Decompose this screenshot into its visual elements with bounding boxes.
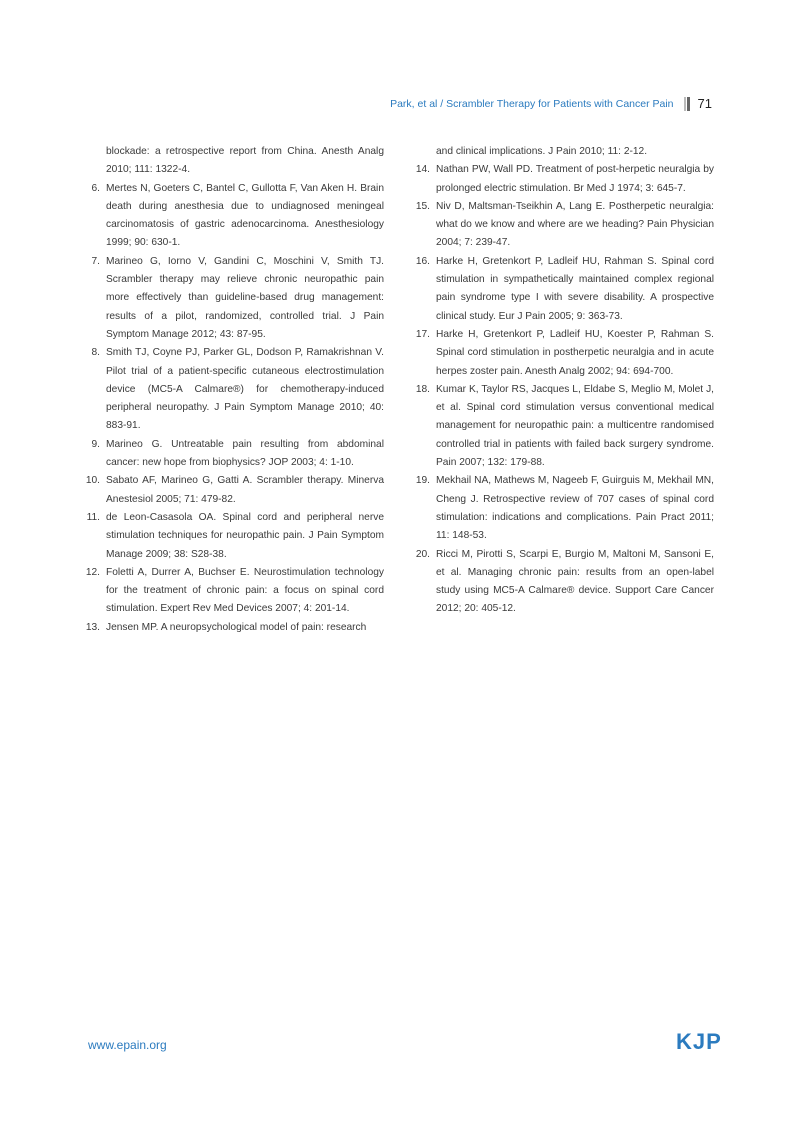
reference-item (412, 143, 714, 161)
reference-item (82, 619, 384, 637)
reference-number: 6. (91, 182, 100, 194)
journal-logo: KJP (676, 1029, 722, 1054)
reference-item (412, 546, 714, 619)
reference-text: Nathan PW, Wall PD. Treatment of post-herpetic neuralgia by prolonged electric stimulation. Br Med J 1974; 3: 645-7. (436, 164, 714, 194)
reference-item (82, 180, 384, 253)
references-right-column (412, 143, 714, 619)
reference-item (82, 472, 384, 509)
reference-text: Niv D, Maltsman-Tseikhin A, Lang E. Postherpetic neuralgia: what do we know and where are we heading? Pain Physician 2004; 7: 239-47. (436, 200, 714, 249)
running-title: Park, et al / Scrambler Therapy for Patients with Cancer Pain (390, 97, 674, 110)
reference-number: 7. (91, 255, 100, 267)
reference-text: Ricci M, Pirotti S, Scarpi E, Burgio M, Maltoni M, Sansoni E, et al. Managing chronic pain: results from an open-label study using MC5-A Calmare® device. Support Care Cancer 2012; 20: 405-12. (436, 548, 714, 615)
reference-text: de Leon-Casasola OA. Spinal cord and peripheral nerve stimulation techniques for neuropathic pain. J Pain Symptom Manage 2009; 38: S28-38. (106, 511, 384, 560)
reference-text: and clinical implications. J Pain 2010; 11: 2-12. (436, 146, 648, 157)
reference-item (82, 564, 384, 619)
reference-text: Sabato AF, Marineo G, Gatti A. Scrambler therapy. Minerva Anestesiol 2005; 71: 479-82. (106, 475, 384, 505)
page-number: 71 (697, 96, 712, 111)
reference-item (82, 344, 384, 435)
reference-number: 10. (85, 475, 100, 487)
reference-item (412, 253, 714, 326)
reference-text: Jensen MP. A neuropsychological model of pain: research (106, 621, 367, 633)
header-divider (684, 97, 690, 111)
reference-text: Harke H, Gretenkort P, Ladleif HU, Koester P, Rahman S. Spinal cord stimulation in postherpetic neuralgia and in acute herpes zoster pain. Anesth Analg 2002; 94: 694-700. (436, 328, 714, 377)
reference-number: 17. (415, 328, 430, 340)
reference-text: blockade: a retrospective report from China. Anesth Analg 2010; 111: 1322-4. (106, 146, 384, 176)
reference-item (412, 326, 714, 381)
reference-number: 16. (415, 255, 430, 267)
reference-item (412, 198, 714, 253)
references-left-column (82, 143, 384, 637)
reference-item (82, 143, 384, 180)
reference-number: 18. (415, 383, 430, 395)
reference-text: Marineo G, Iorno V, Gandini C, Moschini V, Smith TJ. Scrambler therapy may relieve chronic neuropathic pain more effectively than guideline-based drug management: results of a pilot, randomized, controlled trial. J Pain Symptom Manage 2012; 43: 87-95. (106, 255, 384, 340)
journal-website-link[interactable]: www.epain.org (88, 1038, 167, 1052)
running-header (0, 96, 712, 111)
reference-item (82, 253, 384, 344)
reference-item (82, 509, 384, 564)
reference-number: 8. (91, 347, 100, 359)
reference-text: Smith TJ, Coyne PJ, Parker GL, Dodson P, Ramakrishnan V. Pilot trial of a patient-specific cutaneous electrostimulation device (MC5-A Calmare®) for chemotherapy-induced peripheral neuropathy. J Pain Symptom Manage 2010; 40: 883-91. (106, 347, 384, 432)
reference-item (412, 472, 714, 545)
reference-text: Harke H, Gretenkort P, Ladleif HU, Rahman S. Spinal cord stimulation in sympathetically maintained complex regional pain syndrome type I with severe disability. A prospective clinical study. Eur J Pain 2005; 9: 363-73. (436, 255, 714, 322)
reference-text: Mertes N, Goeters C, Bantel C, Gullotta F, Van Aken H. Brain death during anesthesia due to undiagnosed meningeal carcinomatosis of gastric adenocarcinoma. Anesthesiology 1999; 90: 630-1. (106, 182, 384, 249)
reference-item (412, 381, 714, 472)
reference-text: Marineo G. Untreatable pain resulting from abdominal cancer: new hope from biophysics? JOP 2003; 4: 1-10. (106, 438, 384, 469)
reference-number: 14. (415, 164, 430, 176)
reference-text: Foletti A, Durrer A, Buchser E. Neurostimulation technology for the treatment of chronic pain: a focus on spinal cord stimulation. Expert Rev Med Devices 2007; 4: 201-14. (106, 566, 384, 615)
reference-number: 9. (91, 438, 100, 450)
reference-text: Mekhail NA, Mathews M, Nageeb F, Guirguis M, Mekhail MN, Cheng J. Retrospective review of 707 cases of spinal cord stimulation: indications and complications. Pain Pract 2011; 11: 148-53. (436, 475, 714, 542)
reference-number: 20. (415, 548, 430, 560)
reference-number: 19. (415, 475, 430, 487)
reference-item (82, 436, 384, 473)
reference-number: 11. (86, 511, 100, 523)
reference-number: 15. (415, 200, 430, 212)
reference-text: Kumar K, Taylor RS, Jacques L, Eldabe S, Meglio M, Molet J, et al. Spinal cord stimulation versus conventional medical management for neuropathic pain: a multicentre randomised controlled trial in patients with failed back surgery syndrome. Pain 2007; 132: 179-88. (436, 383, 714, 469)
reference-number: 12. (85, 566, 100, 578)
reference-number: 13. (85, 621, 100, 633)
reference-item (412, 161, 714, 198)
